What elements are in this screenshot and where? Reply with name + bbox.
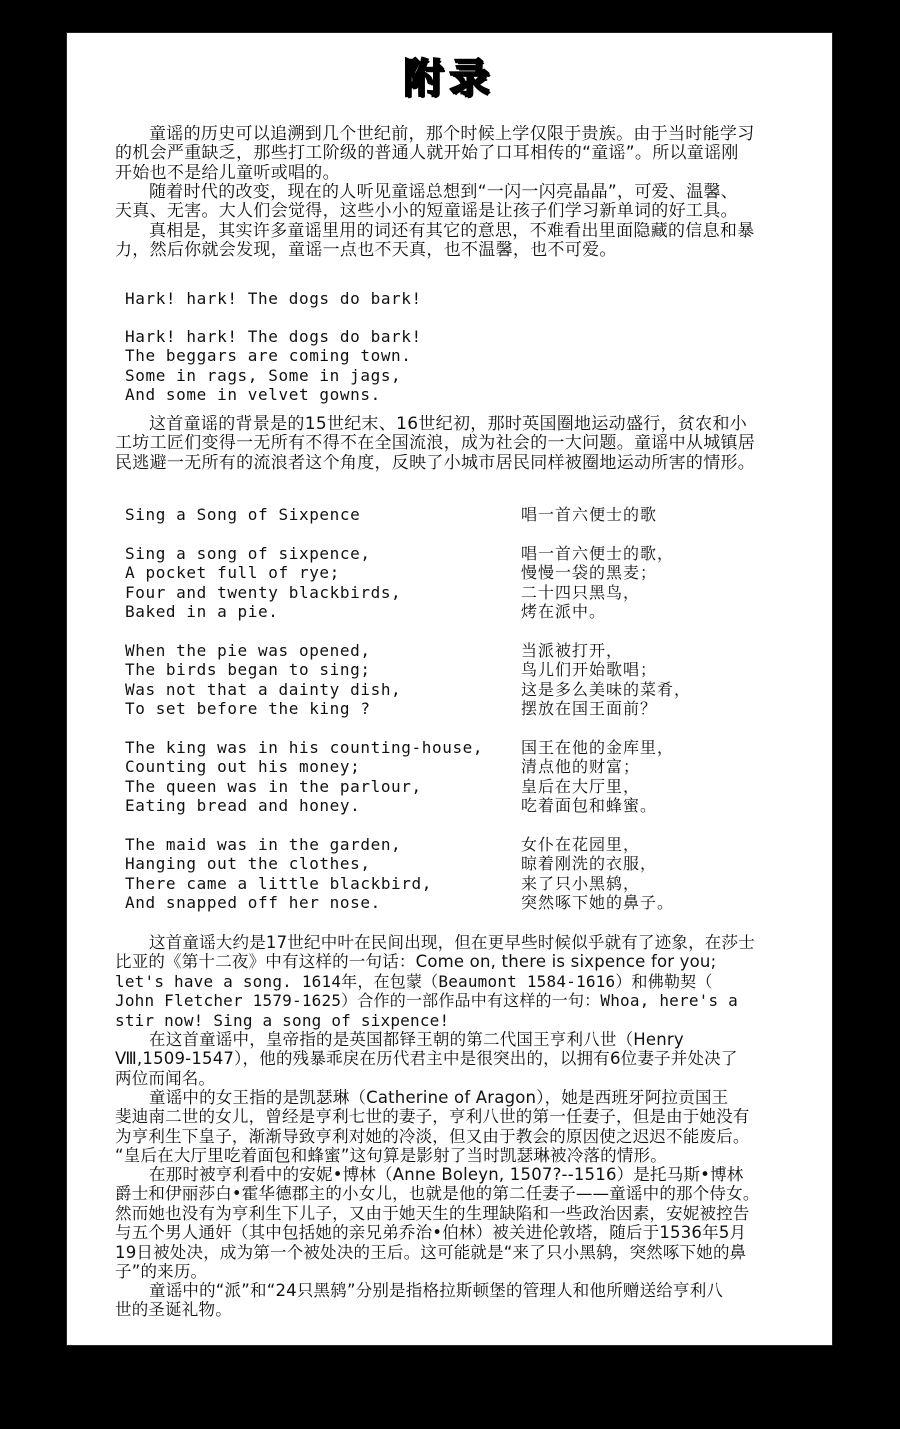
- text-line: stir now! Sing a song of sixpence!: [115, 1010, 450, 1030]
- verse-line: 清点他的财富；: [521, 757, 641, 777]
- verse-line: When the pie was opened,: [125, 641, 371, 660]
- text-line: 童谣中的女王指的是凯瑟琳（Catherine of Aragon），她是西班牙阿拉贡国王: [149, 1088, 729, 1107]
- verse-line: The queen was in the parlour,: [125, 776, 422, 796]
- text-line: John Fletcher 1579-1625）合作的一部作品中有这样的一句：Whoa, here's a: [115, 991, 739, 1011]
- text-line: 然而她也没有为亨利生下儿子，又由于她天生的生理缺陷和一些政治因素，安妮被控告: [115, 1203, 750, 1223]
- verse-line: The birds began to sing;: [125, 660, 371, 680]
- verse-line: 晾着刚洗的衣服，: [521, 854, 658, 874]
- verse-line: 当派被打开，: [521, 641, 624, 660]
- text-line: 两位而闻名。: [115, 1068, 216, 1088]
- verse-line: 突然啄下她的鼻子。: [521, 893, 675, 913]
- verse-line: 唱一首六便士的歌，: [521, 544, 675, 563]
- verse-line: The maid was in the garden,: [125, 835, 402, 854]
- verse-line: 国王在他的金库里，: [521, 738, 675, 757]
- verse-line: And snapped off her nose.: [125, 893, 381, 913]
- verse-line: 鸟儿们开始歌唱；: [521, 660, 658, 680]
- verse-line: Some in rags, Some in jags,: [125, 365, 402, 385]
- poem2-stanza-en-4: [125, 835, 432, 913]
- verse-line: 皇后在大厅里，: [521, 776, 641, 796]
- text-line: let's have a song. 1614年，在包蒙（Beaumont 1584-1616）和佛勒契（: [115, 971, 713, 991]
- text-line: 爵士和伊丽莎白•霍华德郡主的小女儿，也就是他的第二任妻子——童谣中的那个侍女。: [115, 1184, 760, 1204]
- verse-line: 来了只小黑鸫，: [521, 873, 641, 893]
- text-line: 斐迪南二世的女儿，曾经是亨利七世的妻子，亨利八世的第一任妻子，但是由于她没有: [115, 1107, 750, 1127]
- note-paragraph-2: [115, 1030, 805, 1088]
- document-page: [66, 32, 833, 1346]
- note-paragraph-5: [115, 1281, 805, 1320]
- poem2-stanza-zh-1: [521, 544, 674, 622]
- text-line: 比亚的《第十二夜》中有这样的一句话：Come on, there is sixpence for you;: [115, 952, 717, 972]
- note-paragraph-4: [115, 1165, 805, 1281]
- verse-line: 摆放在国王面前？: [521, 699, 658, 719]
- verse-line: 这是多么美味的菜肴，: [521, 679, 692, 699]
- poem1-title: Hark! hark! The dogs do bark!: [125, 289, 422, 308]
- text-line: 的机会严重缺乏，那些打工阶级的普通人就开始了口耳相传的“童谣”。所以童谣刚: [115, 144, 739, 164]
- verse-line: 二十四只黑鸟，: [521, 582, 641, 602]
- text-line: 童谣中的“派”和“24只黑鸫”分别是指格拉斯顿堡的管理人和他所赠送给亨利八: [149, 1281, 724, 1300]
- poem2-stanza-en-2: [125, 641, 401, 719]
- note-paragraph-3: [115, 1088, 805, 1166]
- verse-line: 烤在派中。: [521, 602, 607, 622]
- text-line: 在这首童谣中，皇帝指的是英国都铎王朝的第二代国王亨利八世（Henry: [149, 1030, 684, 1049]
- text-line: 这首童谣大约是17世纪中叶在民间出现，但在更早些时候似乎就有了迹象，在莎士: [149, 933, 755, 952]
- text-line: 童谣的历史可以追溯到几个世纪前，那个时候上学仅限于贵族。由于当时能学习: [149, 125, 755, 144]
- verse-line: And some in velvet gowns.: [125, 385, 381, 405]
- text-line: 这首童谣的背景是的15世纪末、16世纪初，那时英国圈地运动盛行，贫农和小: [149, 415, 748, 434]
- note-paragraph-1: [115, 933, 805, 1030]
- text-line: 民逃避一无所有的流浪者这个角度，反映了小城市居民同样被圈地运动所害的情形。: [115, 453, 756, 473]
- page-title: 附录: [403, 55, 496, 102]
- verse-line: 女仆在花园里，: [521, 835, 641, 854]
- text-line: 随着时代的改变，现在的人听见童谣总想到“一闪一闪亮晶晶”，可爱、温馨、: [149, 183, 739, 202]
- verse-line: Hark! hark! The dogs do bark!: [125, 327, 422, 346]
- text-line: 真相是，其实许多童谣里用的词还有其它的意思，不难看出里面隐藏的信息和暴: [149, 222, 755, 241]
- verse-line: 吃着面包和蜂蜜。: [521, 796, 658, 816]
- text-line: 天真、无害。大人们会觉得，这些小小的短童谣是让孩子们学习新单词的好工具。: [115, 202, 738, 222]
- poem2-title-en: Sing a Song of Sixpence: [125, 505, 361, 524]
- verse-line: Sing a song of sixpence,: [125, 544, 371, 563]
- text-line: 工坊工匠们变得一无所有不得不在全国流浪，成为社会的一大问题。童谣中从城镇居: [115, 434, 756, 454]
- poem2-stanza-zh-2: [521, 641, 691, 719]
- poem1-note: [115, 415, 805, 473]
- text-line: 世的圣诞礼物。: [115, 1300, 232, 1320]
- text-line: 力，然后你就会发现，童谣一点也不天真，也不温馨，也不可爱。: [115, 241, 617, 261]
- text-line: 开始也不是给儿童听或唱的。: [115, 163, 340, 183]
- verse-line: Counting out his money;: [125, 757, 361, 777]
- text-line: 为亨利生下皇子，渐渐导致亨利对她的冷淡，但又由于教会的原因使之迟迟不能废后。: [115, 1126, 750, 1146]
- poem2-stanza-zh-4: [521, 835, 674, 913]
- verse-line: Four and twenty blackbirds,: [125, 582, 402, 602]
- intro-paragraph-1: [115, 125, 805, 183]
- text-line: Ⅷ,1509-1547），他的残暴乖戾在历代君主中是很突出的，以拥有6位妻子并处决了: [115, 1049, 738, 1069]
- verse-line: 慢慢一袋的黑麦；: [521, 563, 658, 583]
- text-line: “皇后在大厅里吃着面包和蜂蜜”这句算是影射了当时凯瑟琳被冷落的情形。: [115, 1146, 667, 1166]
- verse-line: The king was in his counting-house,: [125, 738, 484, 757]
- poem2-stanza-en-1: [125, 544, 401, 622]
- intro-paragraph-2: [115, 183, 805, 222]
- intro-paragraph-3: [115, 222, 805, 261]
- poem2-title-zh: 唱一首六便士的歌: [521, 505, 658, 524]
- text-line: 19日被处决，成为第一个被处决的王后。这可能就是“来了只小黑鸫，突然啄下她的鼻: [115, 1242, 747, 1262]
- poem2-stanza-zh-3: [521, 738, 674, 816]
- verse-line: Eating bread and honey.: [125, 796, 361, 816]
- verse-line: A pocket full of rye;: [125, 563, 340, 583]
- verse-line: The beggars are coming town.: [125, 346, 412, 366]
- verse-line: Was not that a dainty dish,: [125, 679, 402, 699]
- text-line: 子”的来历。: [115, 1262, 208, 1282]
- poem2-stanza-en-3: [125, 738, 483, 816]
- poem1-stanza: [125, 327, 422, 405]
- verse-line: Hanging out the clothes,: [125, 854, 371, 874]
- verse-line: To set before the king ?: [125, 699, 371, 719]
- verse-line: There came a little blackbird,: [125, 873, 432, 893]
- text-line: 与五个男人通奸（其中包括她的亲兄弟乔治•伯林）被关进伦敦塔，随后于1536年5月: [115, 1223, 747, 1243]
- verse-line: Baked in a pie.: [125, 602, 279, 622]
- text-line: 在那时被亨利看中的安妮•博林（Anne Boleyn, 1507?--1516）是托马斯•博林: [149, 1165, 744, 1184]
